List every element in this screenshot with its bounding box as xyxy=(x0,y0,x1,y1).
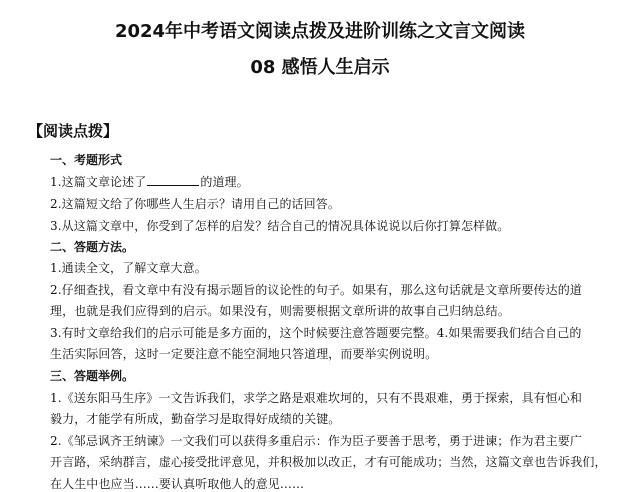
example-2-line-3: 在人生中也应当……要认真听取他人的意见…… xyxy=(50,477,305,491)
method-2-line-1: 2.仔细查找，看文章中有没有揭示题旨的议论性的句子。如果有，那么这句话就是文章所要传达的道 xyxy=(50,283,582,297)
example-2-line-2: 开言路，采纳群言，虚心接受批评意见，并积极加以改正，才有可能成功；当然，这篇文章也告诉我们， xyxy=(50,455,607,469)
example-2-line-1: 2.《邹忌讽齐王纳谏》一文我们可以获得多重启示：作为臣子要善于思考，勇于进谏；作为君主要广 xyxy=(50,434,582,448)
question-1 xyxy=(50,174,249,190)
question-1-after: 的道理。 xyxy=(200,175,249,189)
question-3: 3.从这篇文章中，你受到了怎样的启发？结合自己的情况具体说说以后你打算怎样做。 xyxy=(50,219,510,233)
heading-method: 二、答题方法。 xyxy=(50,240,135,254)
method-2-line-2: 理，也就是我们应得到的启示。如果没有，则需要根据文章所讲的故事自己归纳总结。 xyxy=(50,304,510,318)
example-1-line-2: 毅力，才能学有所成，勤奋学习是取得好成绩的关键。 xyxy=(50,412,341,426)
document-title: 2024年中考语文阅读点拨及进阶训练之文言文阅读 xyxy=(114,21,526,42)
question-2: 2.这篇短文给了你哪些人生启示？请用自己的话回答。 xyxy=(50,197,340,211)
answer-blank xyxy=(147,174,199,186)
example-1-line-1: 1.《送东阳马生序》一文告诉我们，求学之路是艰难坎坷的，只有不畏艰难，勇于探索，具有恒心和 xyxy=(50,391,582,405)
method-3-line-2: 生活实际回答，这时一定要注意不能空洞地只答道理，而要举实例说明。 xyxy=(50,347,438,361)
heading-question-format: 一、考题形式 xyxy=(50,153,123,167)
section-title: 【阅读点拨】 xyxy=(28,122,119,140)
method-3-line-1: 3.有时文章给我们的启示可能是多方面的，这个时候要注意答题要完整。4.如果需要我们结合自己的 xyxy=(50,326,582,340)
heading-examples: 三、答题举例。 xyxy=(50,369,135,383)
question-1-before: 1.这篇文章论述了 xyxy=(50,175,147,189)
document-subtitle: 08 感悟人生启示 xyxy=(250,57,390,78)
method-1: 1.通读全文，了解文章大意。 xyxy=(50,261,207,275)
